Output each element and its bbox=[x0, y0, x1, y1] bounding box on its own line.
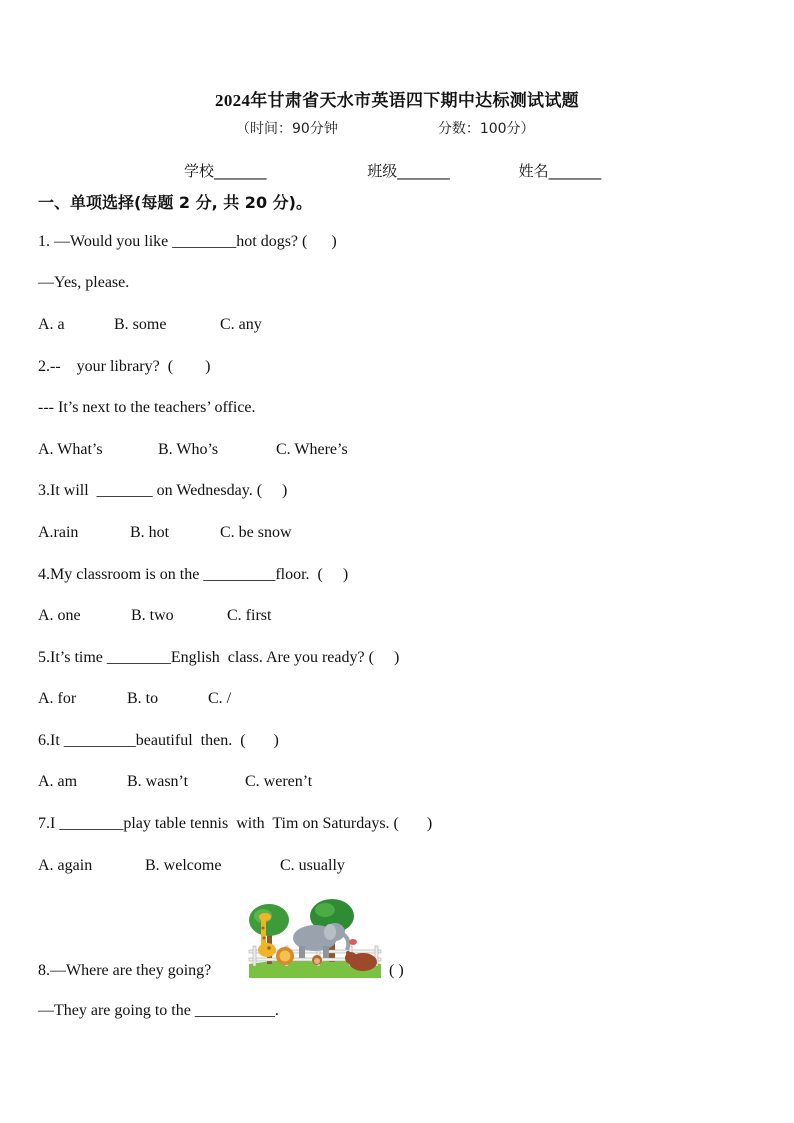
zoo-illustration bbox=[247, 898, 383, 980]
question-3: 3.It will _______ on Wednesday. ( ) bbox=[38, 482, 288, 499]
question-3-options bbox=[38, 524, 292, 542]
option-b[interactable]: B. to bbox=[127, 690, 159, 707]
question-7: 7.I ________play table tennis with Tim on Saturdays. ( ) bbox=[38, 815, 433, 832]
option-a[interactable]: A. am bbox=[38, 773, 78, 790]
question-1: 1. —Would you like ________hot dogs? ( ) bbox=[38, 233, 337, 250]
question-1-answer: —Yes, please. bbox=[38, 274, 130, 291]
option-c[interactable]: C. weren’t bbox=[245, 773, 313, 790]
total-score: 分数：100分） bbox=[437, 121, 535, 137]
option-b[interactable]: B. some bbox=[114, 316, 167, 333]
question-8-bracket: ( ) bbox=[389, 962, 404, 979]
question-6-options bbox=[38, 773, 312, 791]
option-b[interactable]: B. two bbox=[131, 607, 174, 624]
question-1-options bbox=[38, 316, 262, 334]
school-field[interactable]: 学校_______ bbox=[184, 162, 267, 180]
student-info bbox=[184, 160, 601, 181]
question-7-options bbox=[38, 857, 345, 875]
option-c[interactable]: C. usually bbox=[280, 857, 345, 874]
exam-title: 2024年甘肃省天水市英语四下期中达标测试试题 bbox=[215, 91, 579, 110]
time-limit: （时间：90分钟 bbox=[236, 121, 338, 137]
question-4-options bbox=[38, 607, 271, 625]
option-b[interactable]: B. wasn’t bbox=[127, 773, 189, 790]
option-a[interactable]: A. for bbox=[38, 690, 77, 707]
question-2-options bbox=[38, 441, 348, 459]
option-c[interactable]: C. be snow bbox=[220, 524, 292, 541]
option-b[interactable]: B. hot bbox=[130, 524, 170, 541]
name-field[interactable]: 姓名_______ bbox=[518, 162, 602, 180]
section-title: 一、单项选择(每题 2 分, 共 20 分)。 bbox=[38, 193, 312, 212]
question-2-answer: --- It’s next to the teachers’ office. bbox=[38, 399, 256, 416]
question-8: 8.—Where are they going? bbox=[38, 962, 212, 979]
question-4: 4.My classroom is on the _________floor. ( ) bbox=[38, 566, 349, 583]
question-5-options bbox=[38, 690, 231, 708]
option-c[interactable]: C. any bbox=[220, 316, 262, 333]
question-8-answer: —They are going to the __________. bbox=[38, 1002, 279, 1019]
question-2: 2.-- your library? ( ) bbox=[38, 358, 211, 375]
question-5: 5.It’s time ________English class. Are you ready? ( ) bbox=[38, 649, 400, 666]
option-a[interactable]: A. one bbox=[38, 607, 81, 624]
option-c[interactable]: C. / bbox=[208, 690, 232, 707]
option-a[interactable]: A. again bbox=[38, 857, 93, 874]
exam-subtitle bbox=[236, 118, 535, 138]
option-b[interactable]: B. welcome bbox=[145, 857, 222, 874]
option-c[interactable]: C. first bbox=[227, 607, 272, 624]
option-a[interactable]: A. a bbox=[38, 316, 65, 333]
class-field[interactable]: 班级_______ bbox=[367, 162, 450, 180]
option-c[interactable]: C. Where’s bbox=[276, 441, 348, 458]
option-a[interactable]: A. What’s bbox=[38, 441, 103, 458]
question-6: 6.It _________beautiful then. ( ) bbox=[38, 732, 279, 749]
option-a[interactable]: A.rain bbox=[38, 524, 79, 541]
option-b[interactable]: B. Who’s bbox=[158, 441, 219, 458]
